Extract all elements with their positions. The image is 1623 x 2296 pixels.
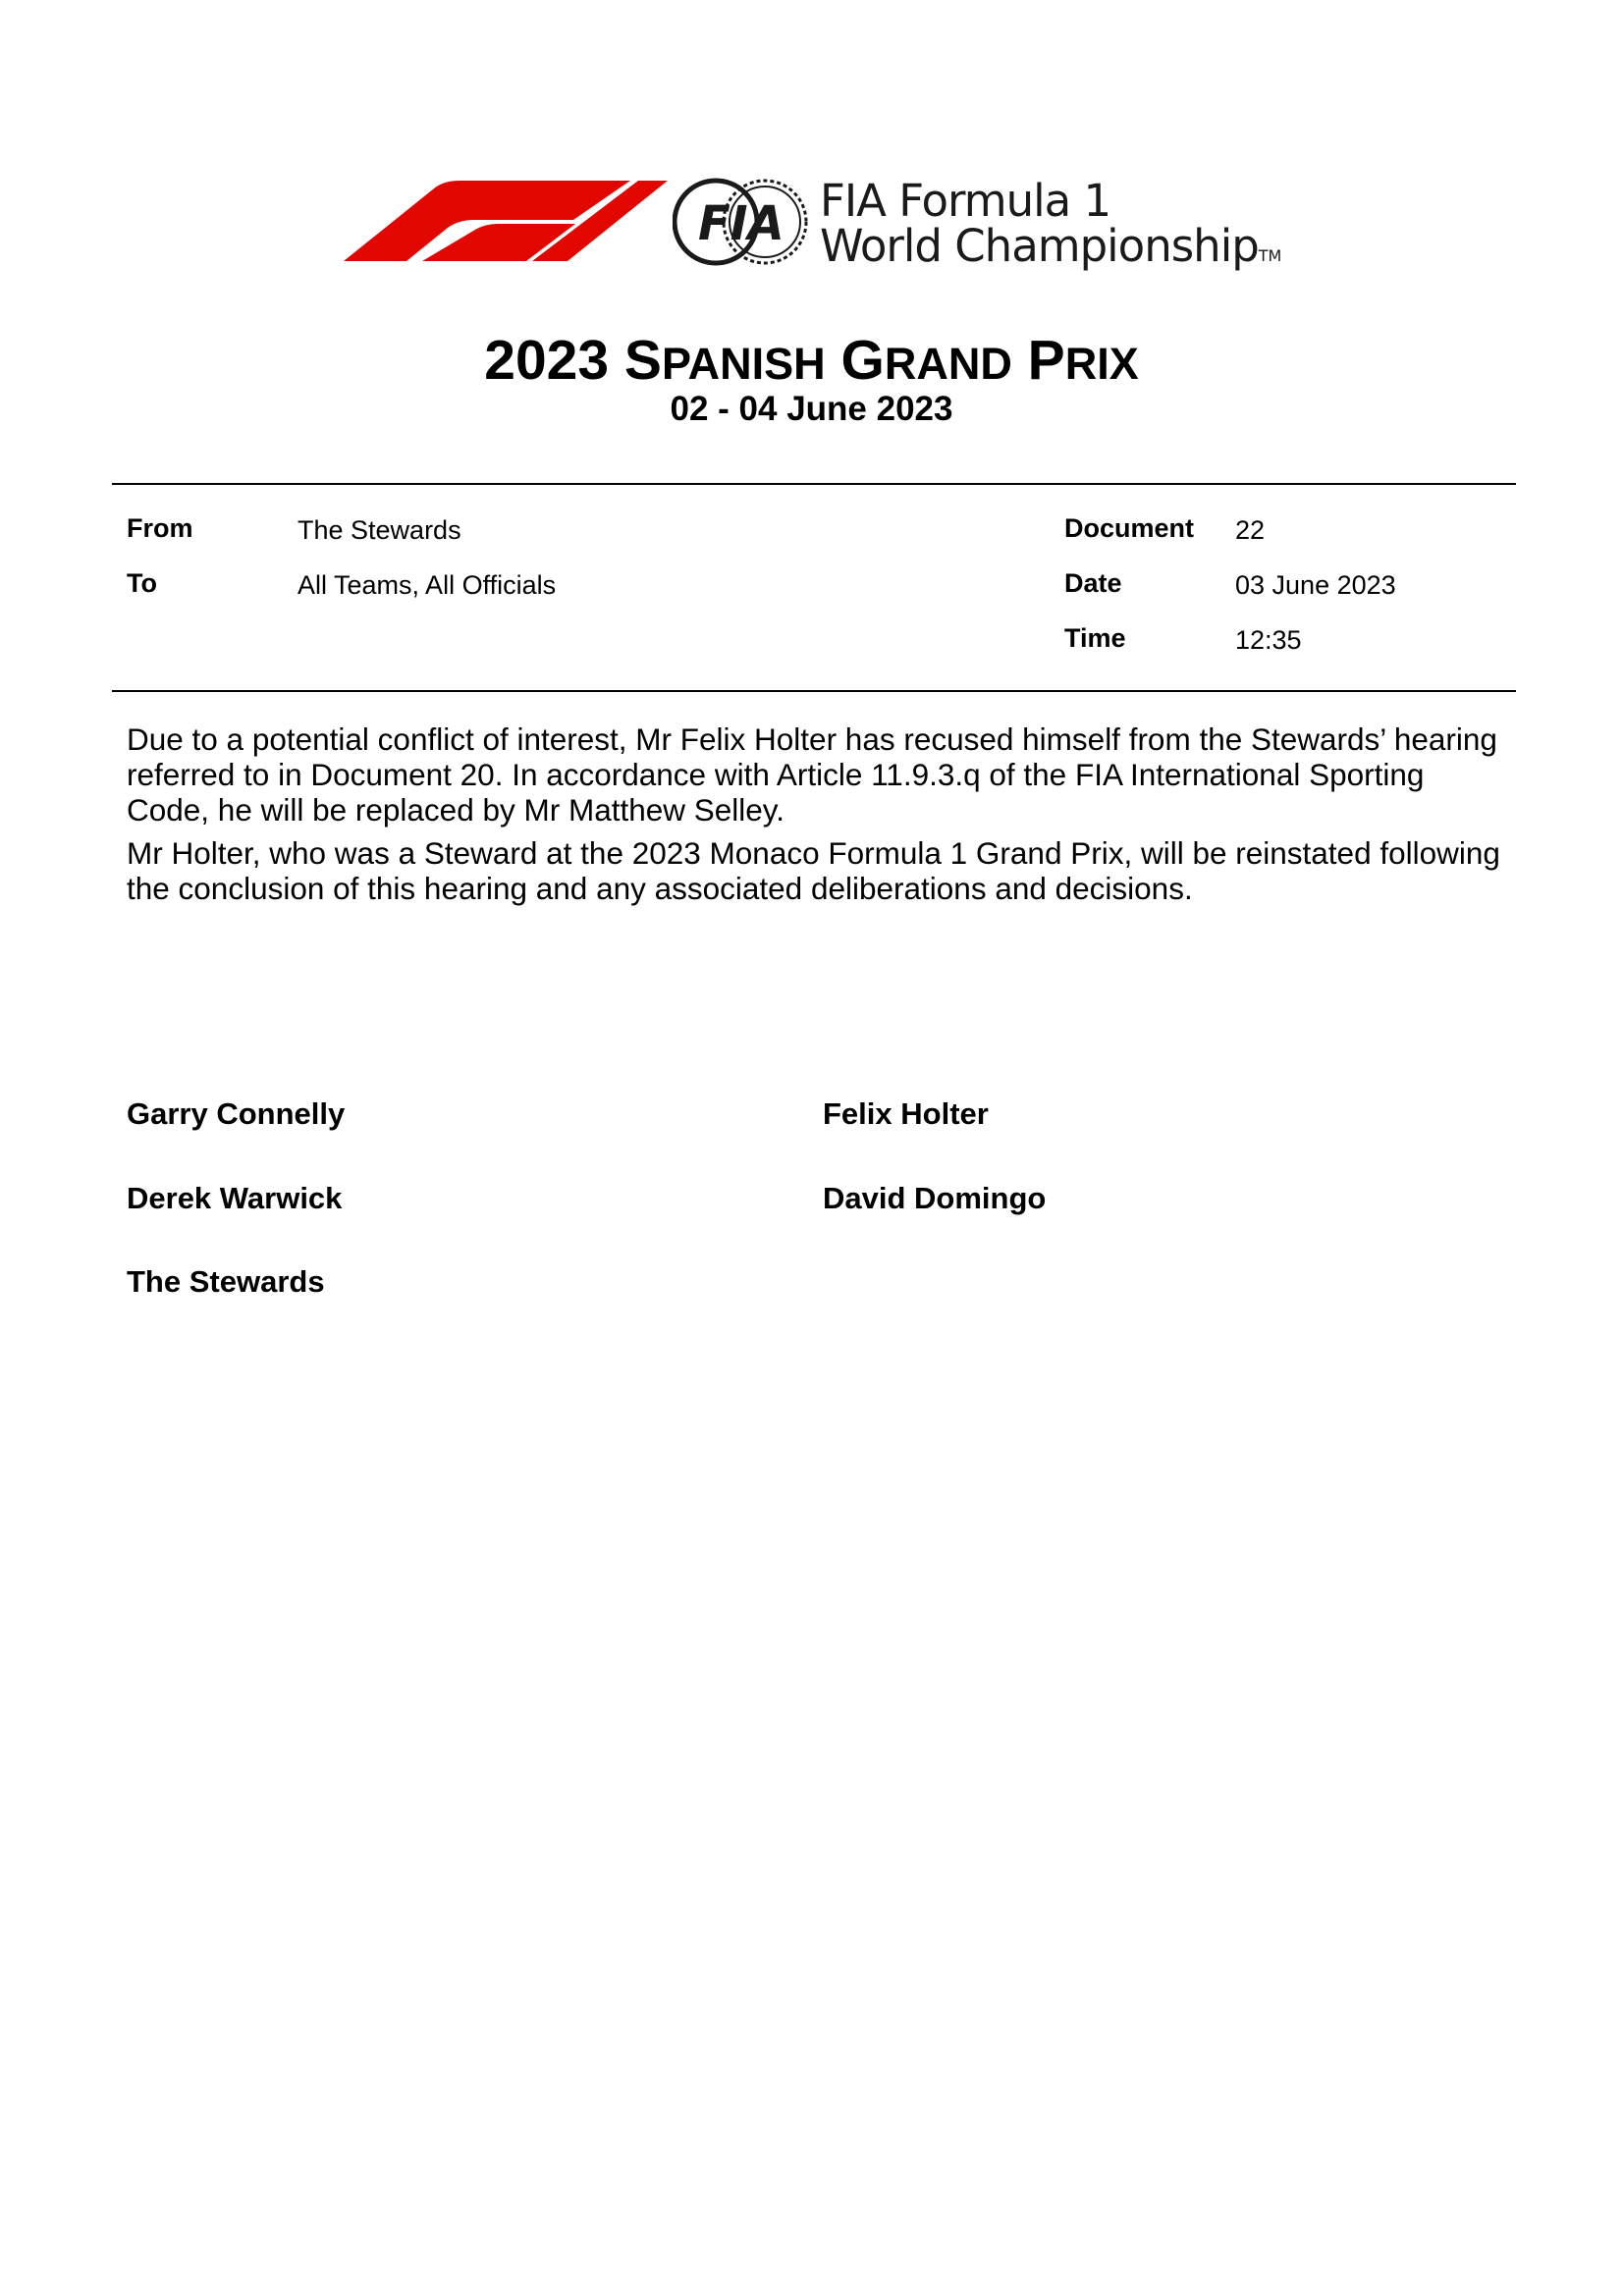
body-p1-line3: Code, he will be replaced by Mr Matthew Selley. xyxy=(127,792,784,828)
to-value: All Teams, All Officials xyxy=(298,570,557,600)
fia-mark: FIA xyxy=(698,196,784,251)
top-divider xyxy=(112,483,1516,485)
bottom-divider xyxy=(112,690,1516,692)
logo-line2 xyxy=(820,220,1282,279)
title-word-1 xyxy=(624,329,826,392)
signature-the-stewards: The Stewards xyxy=(127,1264,325,1299)
date-value: 03 June 2023 xyxy=(1235,570,1396,600)
signature-garry-connelly: Garry Connelly xyxy=(127,1096,346,1131)
title-word-1-initial: S xyxy=(623,329,662,392)
body-p1-line2: referred to in Document 20. In accordance with Article 11.9.3.q of the FIA International Sporting xyxy=(127,757,1425,792)
title-year: 2023 xyxy=(484,329,610,392)
logo-line2-text: World Championship xyxy=(820,220,1259,272)
time-value: 12:35 xyxy=(1235,625,1302,655)
body-paragraph-1 xyxy=(127,721,1521,828)
trademark: TM xyxy=(1258,246,1282,265)
event-dates: 02 - 04 June 2023 xyxy=(670,390,953,428)
body-p1-line1: Due to a potential conflict of interest, Mr Felix Holter has recused himself from the Stewards’ hearing xyxy=(127,721,1497,757)
event-title xyxy=(0,329,1623,396)
title-word-1-rest: PANISH xyxy=(661,339,826,389)
document-value: 22 xyxy=(1235,515,1266,545)
title-word-2-rest: RAND xyxy=(884,339,1012,389)
f1-logo-icon xyxy=(344,175,668,273)
logo-text xyxy=(820,175,1282,279)
body-paragraph-2 xyxy=(127,835,1521,906)
to-label: To xyxy=(127,568,157,598)
title-word-2-initial: G xyxy=(840,329,885,392)
date-label: Date xyxy=(1064,568,1122,598)
body-p2-line1: Mr Holter, who was a Steward at the 2023 Monaco Formula 1 Grand Prix, will be reinstated following xyxy=(127,835,1500,871)
title-word-2 xyxy=(840,329,1011,392)
from-label: From xyxy=(127,513,193,543)
fia-emblem-icon xyxy=(673,173,810,271)
signature-derek-warwick: Derek Warwick xyxy=(127,1181,343,1215)
title-word-3 xyxy=(1028,329,1139,392)
body-p2-line2: the conclusion of this hearing and any associated deliberations and decisions. xyxy=(127,871,1193,906)
from-value: The Stewards xyxy=(298,515,461,545)
time-label: Time xyxy=(1064,623,1126,653)
logo-line1: FIA Formula 1 xyxy=(820,175,1111,227)
signature-felix-holter: Felix Holter xyxy=(823,1096,989,1131)
title-word-3-rest: RIX xyxy=(1064,339,1139,389)
signature-david-domingo: David Domingo xyxy=(823,1181,1047,1215)
title-word-3-initial: P xyxy=(1027,329,1065,392)
document-label: Document xyxy=(1064,513,1195,543)
f1-fia-logo xyxy=(339,167,1321,285)
